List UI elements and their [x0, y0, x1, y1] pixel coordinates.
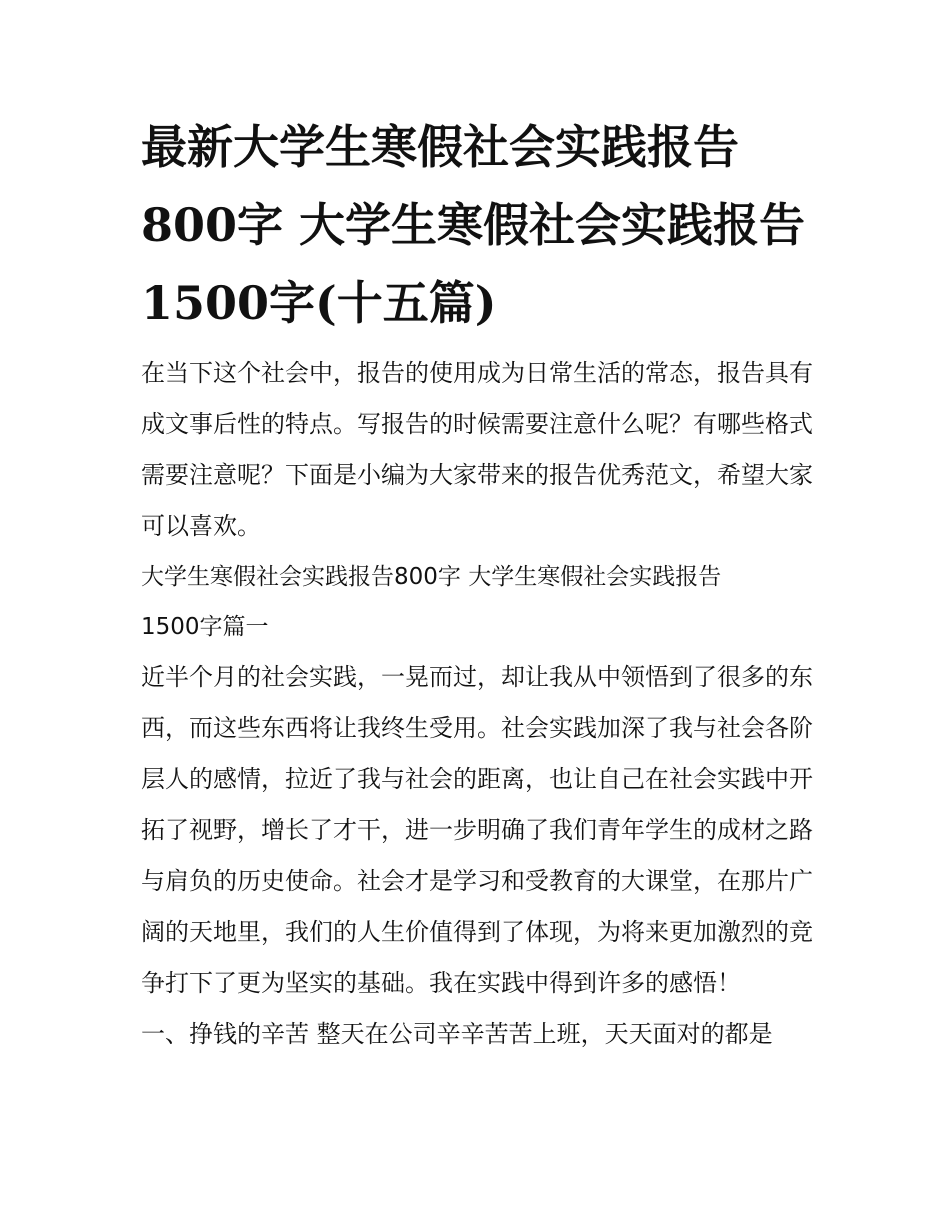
body-paragraph: 近半个月的社会实践，一晃而过，却让我从中领悟到了很多的东西，而这些东西将让我终生受用。社会实践加深了我与社会各阶层人的感情，拉近了我与社会的距离，也让自己在社会实践中开拓了视野，增长了才干，进一步明确了我们青年学生的成材之路与肩负的历史使命。社会才是学习和受教育的大课堂，在那片广阔的天地里，我们的人生价值得到了体现，为将来更加激烈的竞争打下了更为坚实的基础。我在实践中得到许多的感悟！ [141, 663, 813, 997]
section-heading: 大学生寒假社会实践报告800字 大学生寒假社会实践报告1500字篇一 [141, 564, 722, 640]
document-page [141, 108, 813, 1060]
document-title: 最新大学生寒假社会实践报告800字 大学生寒假社会实践报告1500字(十五篇) [141, 120, 806, 330]
intro-paragraph: 在当下这个社会中，报告的使用成为日常生活的常态，报告具有成文事后性的特点。写报告的时候需要注意什么呢？有哪些格式需要注意呢？下面是小编为大家带来的报告优秀范文，希望大家可以喜欢。 [141, 359, 813, 540]
point-1-paragraph: 一、挣钱的辛苦 整天在公司辛辛苦苦上班，天天面对的都是 [141, 1020, 773, 1048]
